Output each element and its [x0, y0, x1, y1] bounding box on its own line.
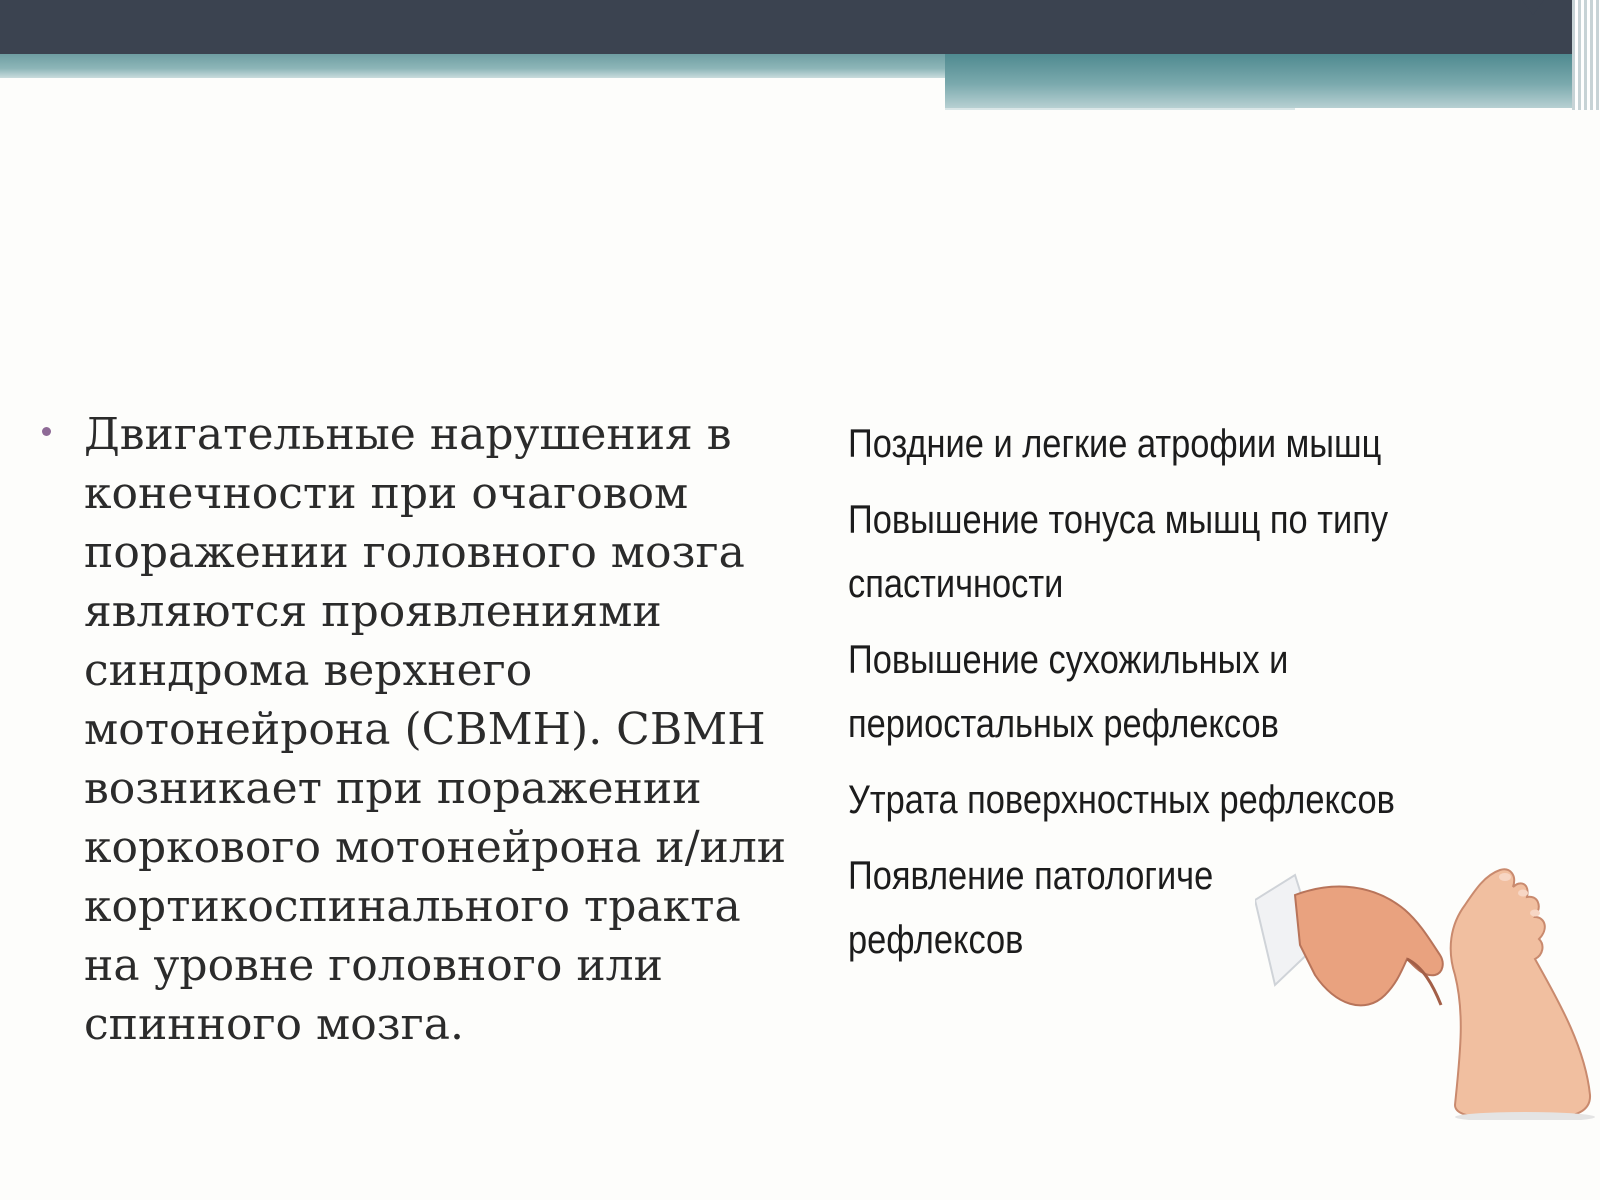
header-accent-line [945, 108, 1295, 110]
sign-item: Поздние и легкие атрофии мышц [848, 422, 1382, 466]
sign-item: Появление патологиче рефлексов [848, 854, 1214, 962]
bullet-paragraph: Двигательные нарушения в конечности при очаговом поражении головного мозга являются проявлениями синдрома верхнего мотонейрона (СВМН). СВМН возникает при поражении коркового мотонейрона и/или кортикоспинального тракта на уровне головного или спинного мозга. [84, 409, 787, 1050]
bullet-dot-icon [42, 427, 51, 436]
sign-item: Повышение тонуса мышц по типу спастичности [848, 498, 1389, 606]
sign-item: Утрата поверхностных рефлексов [848, 778, 1395, 822]
reflex-test-illustration [1255, 855, 1595, 1120]
bullet-block [40, 405, 840, 1054]
sign-item: Повышение сухожильных и периостальных рефлексов [848, 638, 1289, 746]
header-bar [0, 0, 1600, 54]
header-stripes [1572, 0, 1600, 110]
header-accent-right [945, 54, 1575, 108]
header-triangle-icon [1522, 0, 1544, 15]
header-accent-left [0, 54, 945, 78]
